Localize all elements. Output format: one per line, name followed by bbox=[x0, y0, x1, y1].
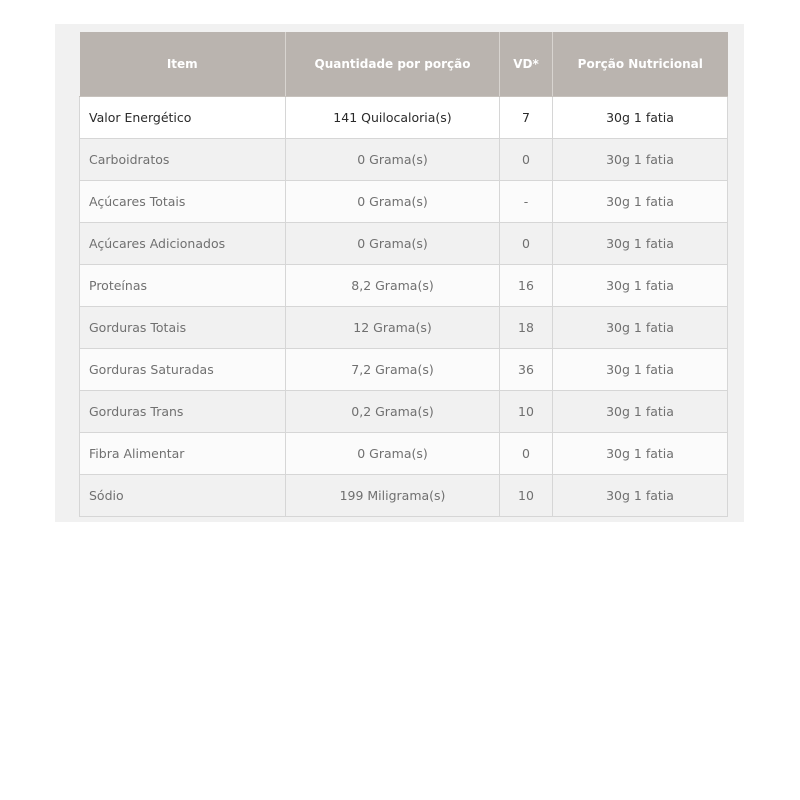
cell-quantity: 0 Grama(s) bbox=[286, 181, 500, 223]
table-row bbox=[80, 265, 728, 307]
cell-daily-value: 16 bbox=[500, 265, 553, 307]
cell-quantity: 0 Grama(s) bbox=[286, 139, 500, 181]
cell-serving: 30g 1 fatia bbox=[553, 475, 728, 517]
table-row bbox=[80, 433, 728, 475]
cell-serving: 30g 1 fatia bbox=[553, 349, 728, 391]
table-row bbox=[80, 181, 728, 223]
header-row bbox=[80, 32, 728, 97]
cell-quantity: 199 Miligrama(s) bbox=[286, 475, 500, 517]
table-row bbox=[80, 97, 728, 139]
cell-item: Gorduras Totais bbox=[80, 307, 286, 349]
header-quantity: Quantidade por porção bbox=[286, 32, 500, 97]
table-row bbox=[80, 223, 728, 265]
table-header bbox=[80, 32, 728, 97]
cell-item: Fibra Alimentar bbox=[80, 433, 286, 475]
cell-daily-value: 0 bbox=[500, 223, 553, 265]
cell-serving: 30g 1 fatia bbox=[553, 223, 728, 265]
cell-daily-value: 0 bbox=[500, 139, 553, 181]
header-item: Item bbox=[80, 32, 286, 97]
table-row bbox=[80, 139, 728, 181]
cell-item: Gorduras Saturadas bbox=[80, 349, 286, 391]
cell-item: Sódio bbox=[80, 475, 286, 517]
cell-item: Valor Energético bbox=[80, 97, 286, 139]
cell-daily-value: 36 bbox=[500, 349, 553, 391]
cell-daily-value: - bbox=[500, 181, 553, 223]
header-daily-value: VD* bbox=[500, 32, 553, 97]
cell-quantity: 12 Grama(s) bbox=[286, 307, 500, 349]
cell-serving: 30g 1 fatia bbox=[553, 139, 728, 181]
cell-item: Açúcares Adicionados bbox=[80, 223, 286, 265]
cell-quantity: 0 Grama(s) bbox=[286, 433, 500, 475]
cell-daily-value: 18 bbox=[500, 307, 553, 349]
header-serving: Porção Nutricional bbox=[553, 32, 728, 97]
cell-quantity: 0 Grama(s) bbox=[286, 223, 500, 265]
cell-quantity: 7,2 Grama(s) bbox=[286, 349, 500, 391]
table-body bbox=[80, 97, 728, 517]
cell-item: Carboidratos bbox=[80, 139, 286, 181]
cell-daily-value: 7 bbox=[500, 97, 553, 139]
cell-item: Proteínas bbox=[80, 265, 286, 307]
table-row bbox=[80, 475, 728, 517]
cell-serving: 30g 1 fatia bbox=[553, 97, 728, 139]
cell-quantity: 141 Quilocaloria(s) bbox=[286, 97, 500, 139]
cell-quantity: 0,2 Grama(s) bbox=[286, 391, 500, 433]
cell-quantity: 8,2 Grama(s) bbox=[286, 265, 500, 307]
table-row bbox=[80, 349, 728, 391]
cell-serving: 30g 1 fatia bbox=[553, 307, 728, 349]
cell-daily-value: 10 bbox=[500, 475, 553, 517]
cell-serving: 30g 1 fatia bbox=[553, 181, 728, 223]
table-row bbox=[80, 391, 728, 433]
cell-daily-value: 10 bbox=[500, 391, 553, 433]
nutrition-table bbox=[79, 32, 728, 517]
table-row bbox=[80, 307, 728, 349]
cell-item: Açúcares Totais bbox=[80, 181, 286, 223]
cell-item: Gorduras Trans bbox=[80, 391, 286, 433]
cell-serving: 30g 1 fatia bbox=[553, 265, 728, 307]
cell-serving: 30g 1 fatia bbox=[553, 391, 728, 433]
cell-daily-value: 0 bbox=[500, 433, 553, 475]
cell-serving: 30g 1 fatia bbox=[553, 433, 728, 475]
